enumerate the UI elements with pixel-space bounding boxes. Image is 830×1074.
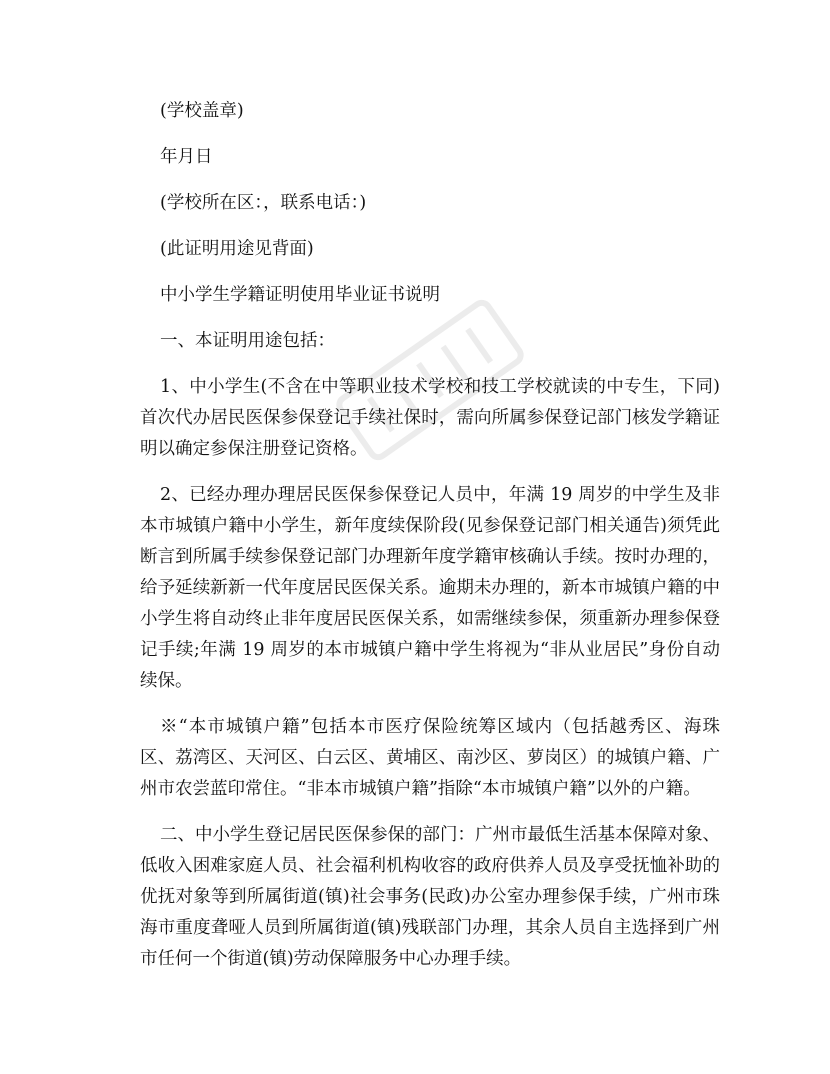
section-one-heading: 一、本证明用途包括： [160, 331, 335, 351]
paragraph-1: 1、中小学生(不含在中等职业技术学校和技工学校就读的中专生，下同)首次代办居民医保参保登记手续社保时，需向所属参保登记部门核发学籍证明以确定参保注册登记资格。 [140, 377, 720, 459]
school-seal-line: (学校盖章) [160, 101, 244, 121]
school-location-line: (学校所在区：，联系电话：) [160, 193, 367, 213]
document-heading: 中小学生学籍证明使用毕业证书说明 [160, 285, 440, 305]
usage-note-line: (此证明用途见背面) [160, 239, 314, 259]
paragraph-section-two: 二、中小学生登记居民医保参保的部门：广州市最低生活基本保障对象、低收入困难家庭人员、社会福利机构收容的政府供养人员及享受抚恤补助的优抚对象等到所属街道(镇)社会事务(民政)办公室办理参保手续，广州市珠海市重度聋哑人员到所属街道(镇)残联部门办理，其余人员自主选择到广州市任何一个街道(镇)劳动保障服务中心办理手续。 [140, 825, 720, 969]
date-line: 年月日 [160, 147, 213, 167]
paragraph-2: 2、已经办理办理居民医保参保登记人员中，年满 19 周岁的中学生及非本市城镇户籍中小学生，新年度续保阶段(见参保登记部门相关通告)须凭此断言到所属手续参保登记部门办理新年度学籍审核确认手续。按时办理的，给予延续新新一代年度居民医保关系。逾期未办理的，新本市城镇户籍的中小学生将自动终止非年度居民医保关系，如需继续参保，须重新办理参保登记手续;年满 19 周岁的本市城镇户籍中学生将视为“非从业居民”身份自动续保。 [140, 485, 720, 691]
paragraph-note: ※“本市城镇户籍”包括本市医疗保险统筹区域内（包括越秀区、海珠区、荔湾区、天河区、白云区、黄埔区、南沙区、萝岗区）的城镇户籍、广州市农尝蓝印常住。“非本市城镇户籍”指除“本市城镇户籍”以外的户籍。 [140, 717, 720, 799]
